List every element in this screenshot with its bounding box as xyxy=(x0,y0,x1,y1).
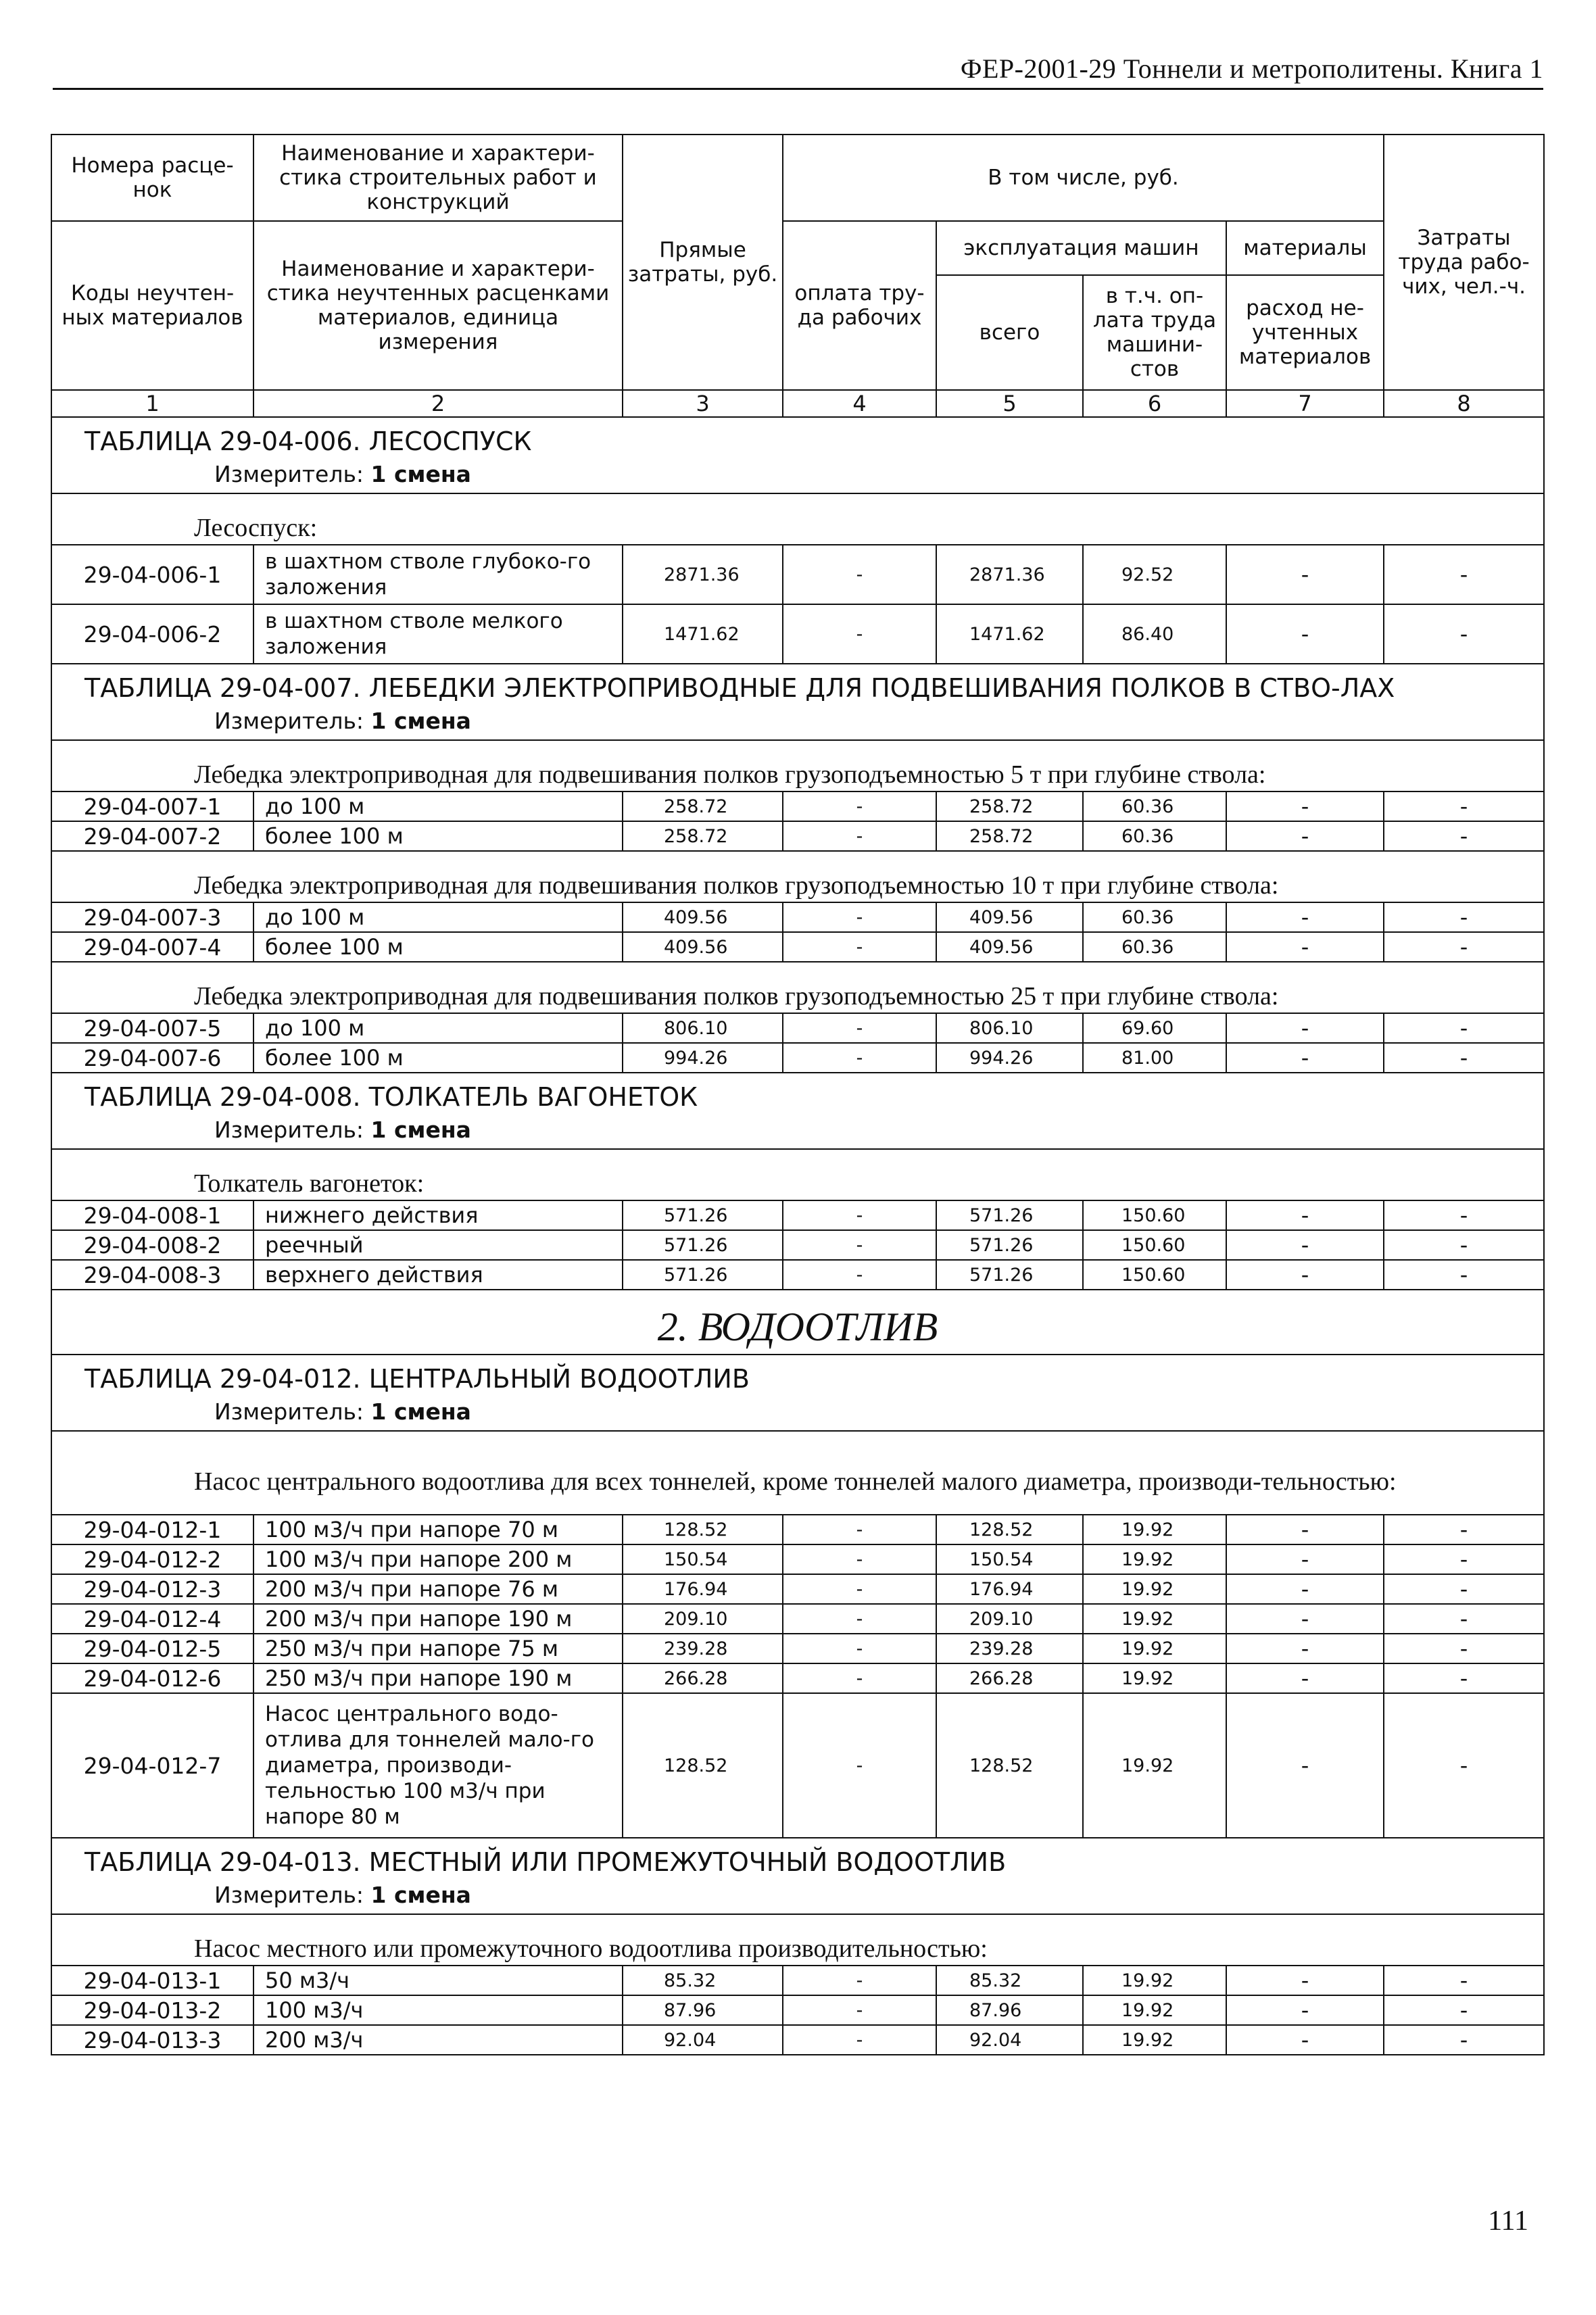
table-title-row xyxy=(51,1838,1544,1878)
table-header xyxy=(51,135,1544,417)
header-unaccounted-name: Наименование и характери-стика неучтенных расценками материалов, единица измерения xyxy=(253,221,623,390)
group-heading-row xyxy=(51,1149,1544,1200)
worker-pay: - xyxy=(783,1995,936,2025)
rate-code: 29-04-012-4 xyxy=(51,1604,253,1634)
work-name: 100 м3/ч при напоре 70 м xyxy=(253,1515,623,1544)
unaccounted-materials: - xyxy=(1226,1995,1384,2025)
rate-code: 29-04-007-1 xyxy=(51,791,253,821)
machines-total: 2871.36 xyxy=(936,545,1083,604)
machines-total: 209.10 xyxy=(936,1604,1083,1634)
group-heading: Насос центрального водоотлива для всех тоннелей, кроме тоннелей малого диаметра, производи-тельностью: xyxy=(51,1431,1544,1515)
work-name: 100 м3/ч xyxy=(253,1995,623,2025)
labor-costs: - xyxy=(1384,932,1544,962)
rate-code: 29-04-012-1 xyxy=(51,1515,253,1544)
rate-code: 29-04-008-1 xyxy=(51,1200,253,1230)
work-name: до 100 м xyxy=(253,902,623,932)
rate-code: 29-04-008-2 xyxy=(51,1230,253,1260)
work-name: в шахтном стволе мелкого заложения xyxy=(253,604,623,664)
table-unit xyxy=(51,704,1544,740)
direct-costs: 209.10 xyxy=(623,1604,783,1634)
machines-total: 571.26 xyxy=(936,1230,1083,1260)
work-name: более 100 м xyxy=(253,821,623,851)
worker-pay: - xyxy=(783,604,936,664)
worker-pay: - xyxy=(783,902,936,932)
group-heading-row xyxy=(51,962,1544,1013)
rate-code: 29-04-013-1 xyxy=(51,1966,253,1995)
machines-total: 128.52 xyxy=(936,1515,1083,1544)
rate-code: 29-04-007-6 xyxy=(51,1043,253,1073)
worker-pay: - xyxy=(783,932,936,962)
machinist-pay: 150.60 xyxy=(1083,1200,1226,1230)
group-heading: Толкатель вагонеток: xyxy=(51,1149,1544,1200)
machinist-pay: 19.92 xyxy=(1083,1663,1226,1693)
direct-costs: 239.28 xyxy=(623,1634,783,1663)
unaccounted-materials: - xyxy=(1226,1013,1384,1043)
direct-costs: 2871.36 xyxy=(623,545,783,604)
group-heading-row xyxy=(51,740,1544,791)
unit-label: Измеритель: xyxy=(214,461,364,487)
table-row xyxy=(51,545,1544,604)
column-number: 5 xyxy=(936,390,1083,417)
unaccounted-materials: - xyxy=(1226,2025,1384,2055)
unaccounted-materials: - xyxy=(1226,1515,1384,1544)
work-name: в шахтном стволе глубоко-го заложения xyxy=(253,545,623,604)
table-row xyxy=(51,1966,1544,1995)
table-row xyxy=(51,821,1544,851)
table-title: ТАБЛИЦА 29-04-008. ТОЛКАТЕЛЬ ВАГОНЕТОК xyxy=(51,1073,1544,1113)
table-title-row xyxy=(51,664,1544,704)
rate-code: 29-04-013-2 xyxy=(51,1995,253,2025)
group-heading: Лебедка электроприводная для подвешивания полков грузоподъемностью 5 т при глубине ствола: xyxy=(51,740,1544,791)
group-heading: Лебедка электроприводная для подвешивания полков грузоподъемностью 10 т при глубине ствола: xyxy=(51,851,1544,902)
worker-pay: - xyxy=(783,2025,936,2055)
machines-total: 85.32 xyxy=(936,1966,1083,1995)
header-machines-total: всего xyxy=(936,275,1083,390)
table-row xyxy=(51,1544,1544,1574)
labor-costs: - xyxy=(1384,1544,1544,1574)
worker-pay: - xyxy=(783,1574,936,1604)
unaccounted-materials: - xyxy=(1226,1230,1384,1260)
header-unaccounted-materials: расход не-учтенных материалов xyxy=(1226,275,1384,390)
labor-costs: - xyxy=(1384,1230,1544,1260)
unaccounted-materials: - xyxy=(1226,1604,1384,1634)
machinist-pay: 19.92 xyxy=(1083,1966,1226,1995)
worker-pay: - xyxy=(783,1013,936,1043)
rates-table xyxy=(51,134,1545,2055)
table-row xyxy=(51,932,1544,962)
rate-code: 29-04-012-3 xyxy=(51,1574,253,1604)
table-row xyxy=(51,1574,1544,1604)
direct-costs: 258.72 xyxy=(623,791,783,821)
work-name: 250 м3/ч при напоре 75 м xyxy=(253,1634,623,1663)
work-name: 50 м3/ч xyxy=(253,1966,623,1995)
machinist-pay: 81.00 xyxy=(1083,1043,1226,1073)
machinist-pay: 19.92 xyxy=(1083,1544,1226,1574)
unit-value: 1 смена xyxy=(370,1398,471,1425)
direct-costs: 128.52 xyxy=(623,1515,783,1544)
labor-costs: - xyxy=(1384,1200,1544,1230)
column-number: 6 xyxy=(1083,390,1226,417)
table-unit xyxy=(51,1878,1544,1914)
unit-value: 1 смена xyxy=(370,1117,471,1143)
machinist-pay: 92.52 xyxy=(1083,545,1226,604)
worker-pay: - xyxy=(783,791,936,821)
worker-pay: - xyxy=(783,1230,936,1260)
work-name: более 100 м xyxy=(253,932,623,962)
direct-costs: 85.32 xyxy=(623,1966,783,1995)
unaccounted-materials: - xyxy=(1226,932,1384,962)
rate-code: 29-04-007-3 xyxy=(51,902,253,932)
rate-code: 29-04-012-2 xyxy=(51,1544,253,1574)
unaccounted-materials: - xyxy=(1226,604,1384,664)
labor-costs: - xyxy=(1384,1634,1544,1663)
labor-costs: - xyxy=(1384,791,1544,821)
machines-total: 128.52 xyxy=(936,1693,1083,1838)
labor-costs: - xyxy=(1384,1604,1544,1634)
column-number: 4 xyxy=(783,390,936,417)
unit-value: 1 смена xyxy=(370,708,471,734)
direct-costs: 150.54 xyxy=(623,1544,783,1574)
group-heading: Насос местного или промежуточного водоотлива производительностью: xyxy=(51,1914,1544,1966)
work-name: 250 м3/ч при напоре 190 м xyxy=(253,1663,623,1693)
header-worker-pay: оплата тру-да рабочих xyxy=(783,221,936,390)
unaccounted-materials: - xyxy=(1226,1260,1384,1290)
table-unit-row xyxy=(51,1113,1544,1149)
worker-pay: - xyxy=(783,1544,936,1574)
machinist-pay: 19.92 xyxy=(1083,1693,1226,1838)
machines-total: 266.28 xyxy=(936,1663,1083,1693)
header-machine-operation: эксплуатация машин xyxy=(936,221,1226,275)
unaccounted-materials: - xyxy=(1226,791,1384,821)
section-heading-row xyxy=(51,1290,1544,1355)
table-row xyxy=(51,604,1544,664)
header-unaccounted-codes: Коды неучтен-ных материалов xyxy=(51,221,253,390)
unaccounted-materials: - xyxy=(1226,821,1384,851)
machinist-pay: 150.60 xyxy=(1083,1260,1226,1290)
direct-costs: 1471.62 xyxy=(623,604,783,664)
labor-costs: - xyxy=(1384,1663,1544,1693)
direct-costs: 409.56 xyxy=(623,902,783,932)
unaccounted-materials: - xyxy=(1226,545,1384,604)
work-name: 100 м3/ч при напоре 200 м xyxy=(253,1544,623,1574)
labor-costs: - xyxy=(1384,1574,1544,1604)
work-name: 200 м3/ч xyxy=(253,2025,623,2055)
table-unit-row xyxy=(51,704,1544,740)
rate-code: 29-04-006-1 xyxy=(51,545,253,604)
direct-costs: 128.52 xyxy=(623,1693,783,1838)
group-heading: Лесоспуск: xyxy=(51,493,1544,545)
table-title: ТАБЛИЦА 29-04-007. ЛЕБЕДКИ ЭЛЕКТРОПРИВОДНЫЕ ДЛЯ ПОДВЕШИВАНИЯ ПОЛКОВ В СТВО-ЛАХ xyxy=(51,664,1544,704)
machinist-pay: 86.40 xyxy=(1083,604,1226,664)
column-number: 8 xyxy=(1384,390,1544,417)
table-row xyxy=(51,1230,1544,1260)
work-name: Насос центрального водо-отлива для тоннелей мало-го диаметра, производи-тельностью 100 м3/ч при напоре 80 м xyxy=(253,1693,623,1838)
group-heading-row xyxy=(51,1431,1544,1515)
header-rule xyxy=(53,88,1543,90)
worker-pay: - xyxy=(783,1634,936,1663)
column-number: 2 xyxy=(253,390,623,417)
table-row xyxy=(51,902,1544,932)
machines-total: 1471.62 xyxy=(936,604,1083,664)
table-row xyxy=(51,1693,1544,1838)
worker-pay: - xyxy=(783,1966,936,1995)
table-title-row xyxy=(51,1073,1544,1113)
machinist-pay: 150.60 xyxy=(1083,1230,1226,1260)
rate-code: 29-04-007-2 xyxy=(51,821,253,851)
labor-costs: - xyxy=(1384,545,1544,604)
labor-costs: - xyxy=(1384,604,1544,664)
machines-total: 258.72 xyxy=(936,791,1083,821)
direct-costs: 92.04 xyxy=(623,2025,783,2055)
machinist-pay: 19.92 xyxy=(1083,2025,1226,2055)
work-name: более 100 м xyxy=(253,1043,623,1073)
group-heading-row xyxy=(51,1914,1544,1966)
rate-code: 29-04-007-5 xyxy=(51,1013,253,1043)
work-name: 200 м3/ч при напоре 190 м xyxy=(253,1604,623,1634)
direct-costs: 571.26 xyxy=(623,1230,783,1260)
group-heading-row xyxy=(51,493,1544,545)
machinist-pay: 19.92 xyxy=(1083,1634,1226,1663)
rate-code: 29-04-008-3 xyxy=(51,1260,253,1290)
unit-value: 1 смена xyxy=(370,1882,471,1908)
machines-total: 571.26 xyxy=(936,1200,1083,1230)
unit-label: Измеритель: xyxy=(214,1117,364,1143)
machinist-pay: 60.36 xyxy=(1083,821,1226,851)
table-title-row xyxy=(51,417,1544,457)
rate-code: 29-04-012-6 xyxy=(51,1663,253,1693)
unit-label: Измеритель: xyxy=(214,1398,364,1425)
header-work-name: Наименование и характери-стика строительных работ и конструкций xyxy=(253,135,623,221)
direct-costs: 87.96 xyxy=(623,1995,783,2025)
rate-code: 29-04-007-4 xyxy=(51,932,253,962)
table-row xyxy=(51,1995,1544,2025)
table-unit-row xyxy=(51,1878,1544,1914)
unaccounted-materials: - xyxy=(1226,1043,1384,1073)
unaccounted-materials: - xyxy=(1226,1634,1384,1663)
machines-total: 258.72 xyxy=(936,821,1083,851)
table-body xyxy=(51,417,1544,2055)
labor-costs: - xyxy=(1384,1966,1544,1995)
labor-costs: - xyxy=(1384,1013,1544,1043)
rate-code: 29-04-013-3 xyxy=(51,2025,253,2055)
work-name: 200 м3/ч при напоре 76 м xyxy=(253,1574,623,1604)
machinist-pay: 19.92 xyxy=(1083,1995,1226,2025)
worker-pay: - xyxy=(783,545,936,604)
unaccounted-materials: - xyxy=(1226,1693,1384,1838)
worker-pay: - xyxy=(783,1663,936,1693)
direct-costs: 176.94 xyxy=(623,1574,783,1604)
worker-pay: - xyxy=(783,1693,936,1838)
unit-value: 1 смена xyxy=(370,461,471,487)
table-title: ТАБЛИЦА 29-04-006. ЛЕСОСПУСК xyxy=(51,417,1544,457)
direct-costs: 806.10 xyxy=(623,1013,783,1043)
table-row xyxy=(51,1013,1544,1043)
labor-costs: - xyxy=(1384,902,1544,932)
table-unit xyxy=(51,1394,1544,1431)
machinist-pay: 69.60 xyxy=(1083,1013,1226,1043)
page-number: 111 xyxy=(1488,2206,1528,2237)
table-row xyxy=(51,1260,1544,1290)
rate-code: 29-04-012-7 xyxy=(51,1693,253,1838)
unaccounted-materials: - xyxy=(1226,1663,1384,1693)
unaccounted-materials: - xyxy=(1226,1200,1384,1230)
column-number: 7 xyxy=(1226,390,1384,417)
unaccounted-materials: - xyxy=(1226,1544,1384,1574)
table-unit-row xyxy=(51,457,1544,493)
table-unit xyxy=(51,1113,1544,1149)
table-row xyxy=(51,1634,1544,1663)
header-rate-numbers: Номера расце-нок xyxy=(51,135,253,221)
unaccounted-materials: - xyxy=(1226,902,1384,932)
direct-costs: 409.56 xyxy=(623,932,783,962)
labor-costs: - xyxy=(1384,1260,1544,1290)
table-unit-row xyxy=(51,1394,1544,1431)
machines-total: 571.26 xyxy=(936,1260,1083,1290)
running-head: ФЕР-2001-29 Тоннели и метрополитены. Книга 1 xyxy=(960,53,1543,84)
machines-total: 806.10 xyxy=(936,1013,1083,1043)
table-row xyxy=(51,1200,1544,1230)
column-number-row xyxy=(51,390,1544,417)
table-title-row xyxy=(51,1355,1544,1394)
direct-costs: 266.28 xyxy=(623,1663,783,1693)
column-number: 1 xyxy=(51,390,253,417)
work-name: реечный xyxy=(253,1230,623,1260)
table-row xyxy=(51,2025,1544,2055)
labor-costs: - xyxy=(1384,2025,1544,2055)
unaccounted-materials: - xyxy=(1226,1574,1384,1604)
labor-costs: - xyxy=(1384,1043,1544,1073)
work-name: до 100 м xyxy=(253,1013,623,1043)
header-including: В том числе, руб. xyxy=(783,135,1384,221)
header-direct-costs: Прямые затраты, руб. xyxy=(623,135,783,390)
table-row xyxy=(51,791,1544,821)
worker-pay: - xyxy=(783,1043,936,1073)
machines-total: 176.94 xyxy=(936,1574,1083,1604)
labor-costs: - xyxy=(1384,821,1544,851)
worker-pay: - xyxy=(783,1515,936,1544)
table-title: ТАБЛИЦА 29-04-012. ЦЕНТРАЛЬНЫЙ ВОДООТЛИВ xyxy=(51,1355,1544,1394)
work-name: до 100 м xyxy=(253,791,623,821)
unaccounted-materials: - xyxy=(1226,1966,1384,1995)
machinist-pay: 60.36 xyxy=(1083,932,1226,962)
work-name: верхнего действия xyxy=(253,1260,623,1290)
column-number: 3 xyxy=(623,390,783,417)
machines-total: 409.56 xyxy=(936,902,1083,932)
machinist-pay: 19.92 xyxy=(1083,1515,1226,1544)
machinist-pay: 19.92 xyxy=(1083,1574,1226,1604)
labor-costs: - xyxy=(1384,1515,1544,1544)
direct-costs: 994.26 xyxy=(623,1043,783,1073)
worker-pay: - xyxy=(783,821,936,851)
machines-total: 239.28 xyxy=(936,1634,1083,1663)
worker-pay: - xyxy=(783,1604,936,1634)
header-labor-costs: Затраты труда рабо-чих, чел.-ч. xyxy=(1384,135,1544,390)
machines-total: 150.54 xyxy=(936,1544,1083,1574)
table-row xyxy=(51,1663,1544,1693)
machinist-pay: 60.36 xyxy=(1083,902,1226,932)
machines-total: 994.26 xyxy=(936,1043,1083,1073)
work-name: нижнего действия xyxy=(253,1200,623,1230)
table-row xyxy=(51,1043,1544,1073)
section-heading: 2. ВОДООТЛИВ xyxy=(51,1290,1544,1355)
worker-pay: - xyxy=(783,1200,936,1230)
direct-costs: 571.26 xyxy=(623,1200,783,1230)
direct-costs: 258.72 xyxy=(623,821,783,851)
machinist-pay: 60.36 xyxy=(1083,791,1226,821)
machines-total: 92.04 xyxy=(936,2025,1083,2055)
rate-code: 29-04-012-5 xyxy=(51,1634,253,1663)
table-row xyxy=(51,1604,1544,1634)
header-materials: материалы xyxy=(1226,221,1384,275)
group-heading-row xyxy=(51,851,1544,902)
direct-costs: 571.26 xyxy=(623,1260,783,1290)
worker-pay: - xyxy=(783,1260,936,1290)
group-heading: Лебедка электроприводная для подвешивания полков грузоподъемностью 25 т при глубине ствола: xyxy=(51,962,1544,1013)
table-title: ТАБЛИЦА 29-04-013. МЕСТНЫЙ ИЛИ ПРОМЕЖУТОЧНЫЙ ВОДООТЛИВ xyxy=(51,1838,1544,1878)
rate-code: 29-04-006-2 xyxy=(51,604,253,664)
labor-costs: - xyxy=(1384,1693,1544,1838)
unit-label: Измеритель: xyxy=(214,708,364,734)
labor-costs: - xyxy=(1384,1995,1544,2025)
machines-total: 87.96 xyxy=(936,1995,1083,2025)
header-machinist-pay: в т.ч. оп-лата труда машини-стов xyxy=(1083,275,1226,390)
machinist-pay: 19.92 xyxy=(1083,1604,1226,1634)
table-unit xyxy=(51,457,1544,493)
unit-label: Измеритель: xyxy=(214,1882,364,1908)
machines-total: 409.56 xyxy=(936,932,1083,962)
table-row xyxy=(51,1515,1544,1544)
